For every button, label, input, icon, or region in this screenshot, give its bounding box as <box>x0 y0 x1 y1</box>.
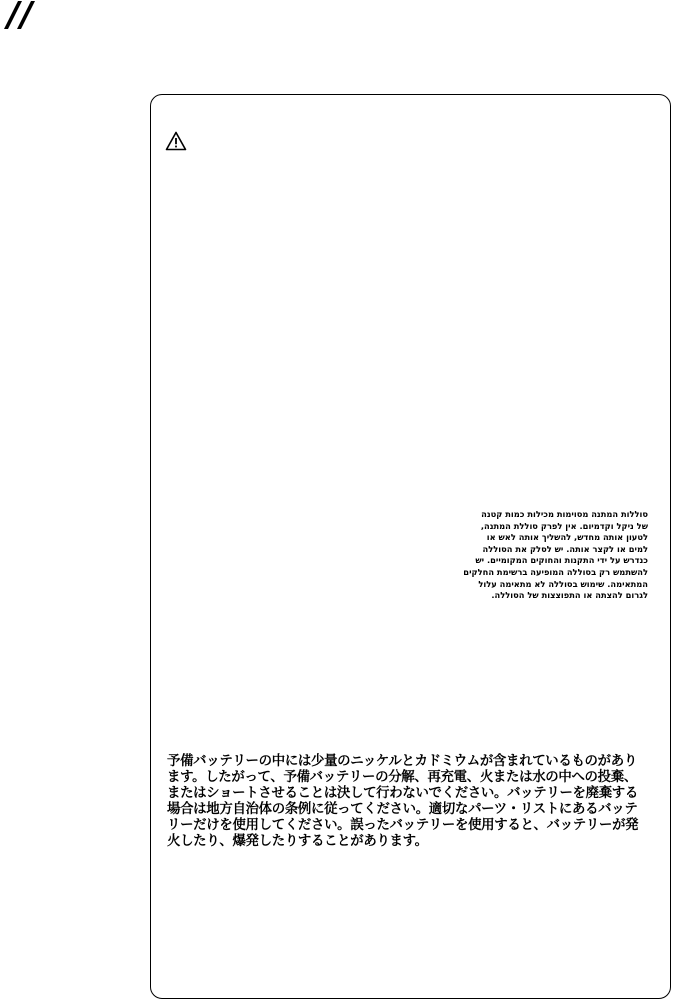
hebrew-warning-text: סוללות המתנה מסוימות מכילות כמות קטנה של ניקל וקדמיום. אין לפרק סוללת המתנה, לטעון אותה מחדש, להשליך אותה לאש או למים או לקצר אותה. יש לסלק את הסוללה כנדרש על ידי התקנות והחוקים המקומיים. יש להשתמש רק בסוללה המופיעה ברשימת החלקים המתאימה. שימוש בסוללה לא מתאימה עלול לגרום להצתה או התפוצצות של הסוללה. <box>463 509 648 601</box>
japanese-warning-text: 予備バッテリーの中には少量のニッケルとカドミウムが含まれているものがあり ます。したがって、予備バッテリーの分解、再充電、火または水の中への投棄、 またはショートさせることは決して行わないでください。バッテリーを廃棄する 場合は地方自治体の条例に従ってください。適切なパーツ・リストにあるバッテ リーだけを使用してください。誤ったバッテリーを使用すると、バッテリーが発 火したり、爆発したりすることがあります。 <box>167 754 639 849</box>
warning-box <box>150 94 671 999</box>
double-slash-logo-icon <box>4 0 44 30</box>
warning-triangle-icon <box>165 131 187 151</box>
